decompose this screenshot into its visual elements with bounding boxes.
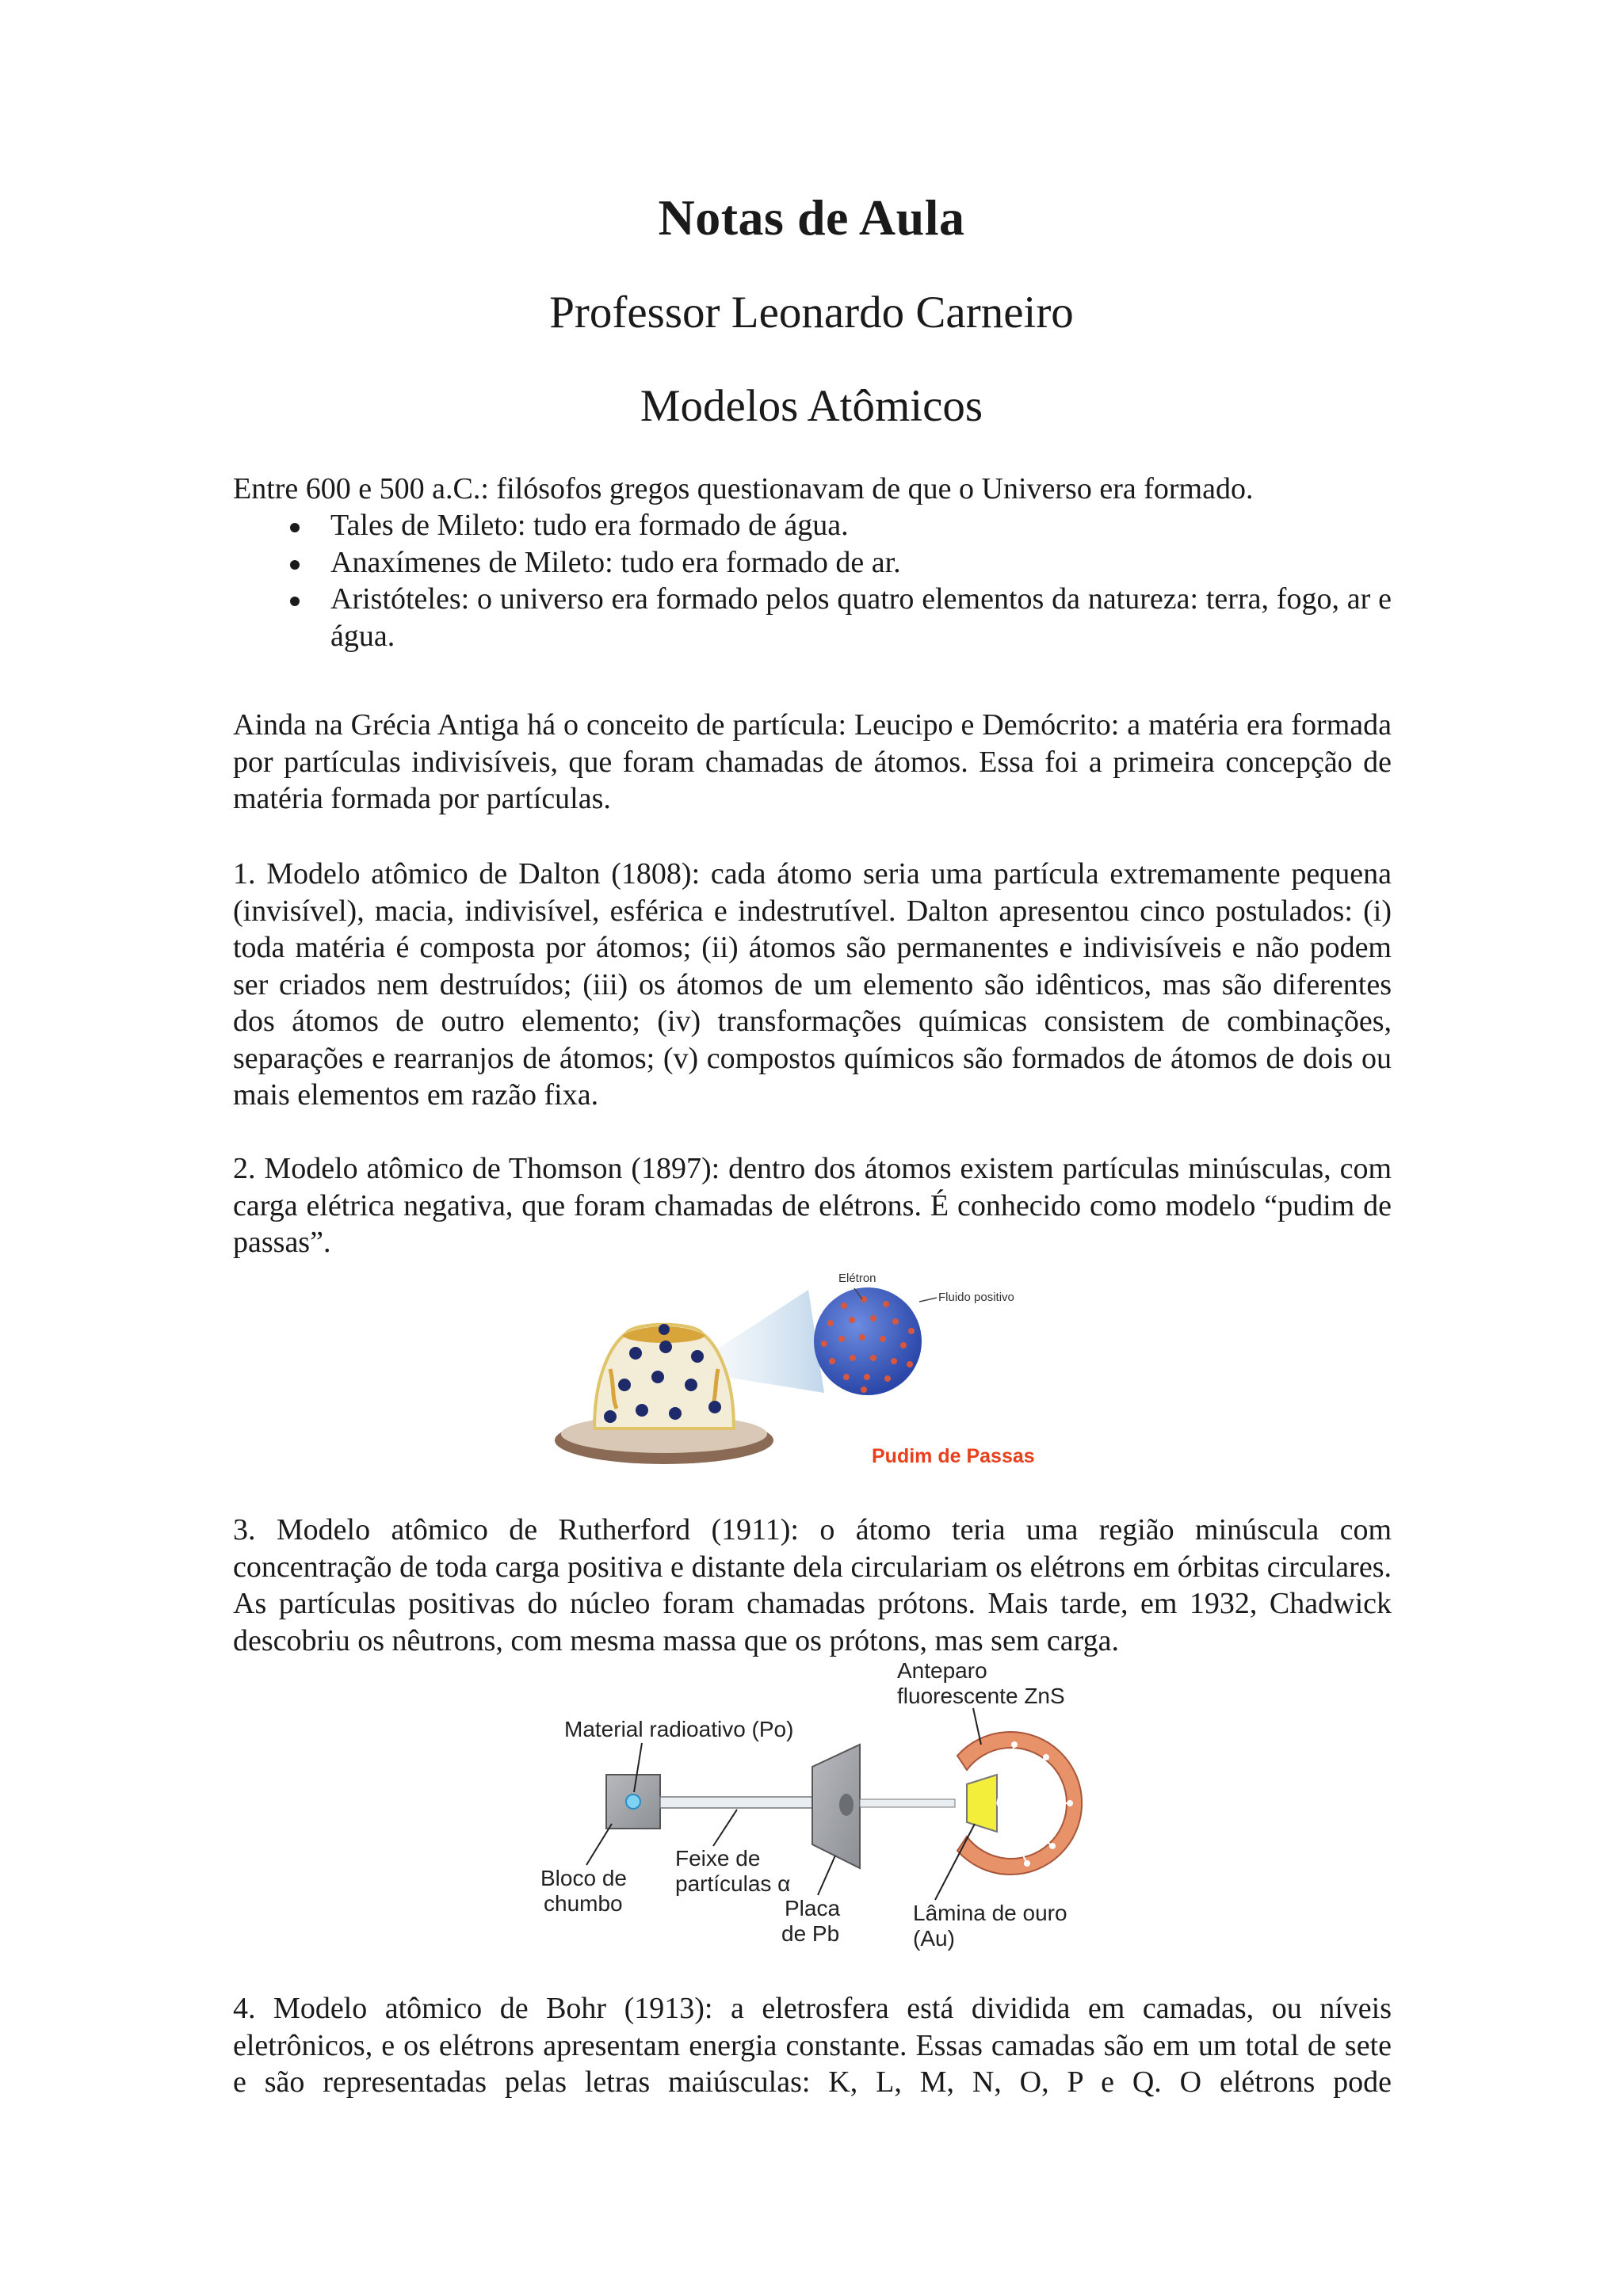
rutherford-apparatus (523, 1656, 1125, 1973)
list-item (233, 507, 1392, 544)
screen-label-line2: fluorescente ZnS (897, 1684, 1065, 1708)
electron-label: Elétron (838, 1272, 876, 1285)
list-item-text: Aristóteles: o universo era formado pelos quatro elementos da natureza: terra, fogo, ar e água. (330, 582, 1392, 653)
thomson-paragraph: 2. Modelo atômico de Thomson (1897): dentro dos átomos existem partículas minúsculas, com carga elétrica negativa, que foram chamadas de elétrons. É conhecido como modelo “pudim de passas”. (233, 1152, 1392, 1259)
positive-fluid-label: Fluido positivo (938, 1291, 1014, 1304)
plum-pudding-figure (547, 1258, 1086, 1480)
gold-foil (967, 1775, 997, 1832)
material-label: Material radioativo (Po) (564, 1717, 794, 1741)
block-label-line1: Bloco de (540, 1866, 627, 1890)
beam-label-line1: Feixe de (675, 1846, 761, 1871)
bullet-icon (290, 597, 300, 606)
bullet-icon (290, 523, 300, 532)
beam-label-line2: partículas α (675, 1871, 791, 1896)
plum-pudding-illustration (547, 1258, 1086, 1480)
zoom-cone (713, 1290, 824, 1393)
rutherford-paragraph: 3. Modelo atômico de Rutherford (1911): o átomo teria uma região minúscula com concentração de toda carga positiva e distante dela circulariam os elétrons em órbitas circulares. As partículas positivas do núcleo foram chamadas prótons. Mais tarde, em 1932, Chadwick descobriu os nêutrons, com mesma massa que os prótons, mas sem carga. (233, 1513, 1392, 1657)
radioactive-source (626, 1794, 640, 1809)
bullet-icon (290, 560, 300, 570)
rutherford-experiment-figure (523, 1656, 1125, 1973)
figure-caption: Pudim de Passas (872, 1445, 1035, 1467)
bohr-paragraph: 4. Modelo atômico de Bohr (1913): a eletrosfera está dividida em camadas, ou níveis eletrônicos, e os elétrons apresentam energia constante. Essas camadas são em um total de sete e são representadas pelas letras maiúsculas: K, L, M, N, O, P e Q. O elétrons pode (233, 1992, 1392, 2099)
page-title: Notas de Aula (658, 189, 965, 246)
topic-heading: Modelos Atômicos (640, 381, 983, 431)
philosophers-list (233, 507, 1392, 654)
list-item-text: Tales de Mileto: tudo era formado de água. (330, 509, 849, 542)
foil-label-line1: Lâmina de ouro (913, 1901, 1067, 1925)
list-item (233, 544, 1392, 582)
list-item-text: Anaxímenes de Mileto: tudo era formado de ar. (330, 545, 901, 579)
plate-label-line2: de Pb (781, 1921, 840, 1946)
list-item (233, 581, 1392, 654)
dalton-paragraph: 1. Modelo atômico de Dalton (1808): cada átomo seria uma partícula extremamente pequena (invisível), macia, indivisível, esférica e indestrutível. Dalton apresentou cinco postulados: (i) toda matéria é composta por átomos; (ii) átomos são permanentes e indivisíveis e não podem ser criados nem destruídos; (iii) os átomos de um elemento são idênticos, mas são diferentes dos átomos de outro elemento; (iv) transformações químicas consistem de combinações, separações e rearranjos de átomos; (v) compostos químicos são formados de átomos de dois ou mais elementos em razão fixa. (233, 857, 1392, 1112)
intro-paragraph: Entre 600 e 500 a.C.: filósofos gregos questionavam de que o Universo era formado. (233, 472, 1254, 505)
screen-label-line1: Anteparo (897, 1658, 987, 1683)
foil-label-line2: (Au) (913, 1926, 955, 1951)
professor-name: Professor Leonardo Carneiro (549, 288, 1074, 338)
plate-label-line1: Placa (785, 1896, 841, 1920)
greece-paragraph: Ainda na Grécia Antiga há o conceito de partícula: Leucipo e Demócrito: a matéria era formada por partículas indivisíveis, que foram chamadas de átomos. Essa foi a primeira concepção de matéria formada por partículas. (233, 708, 1392, 815)
block-label-line2: chumbo (544, 1891, 623, 1916)
